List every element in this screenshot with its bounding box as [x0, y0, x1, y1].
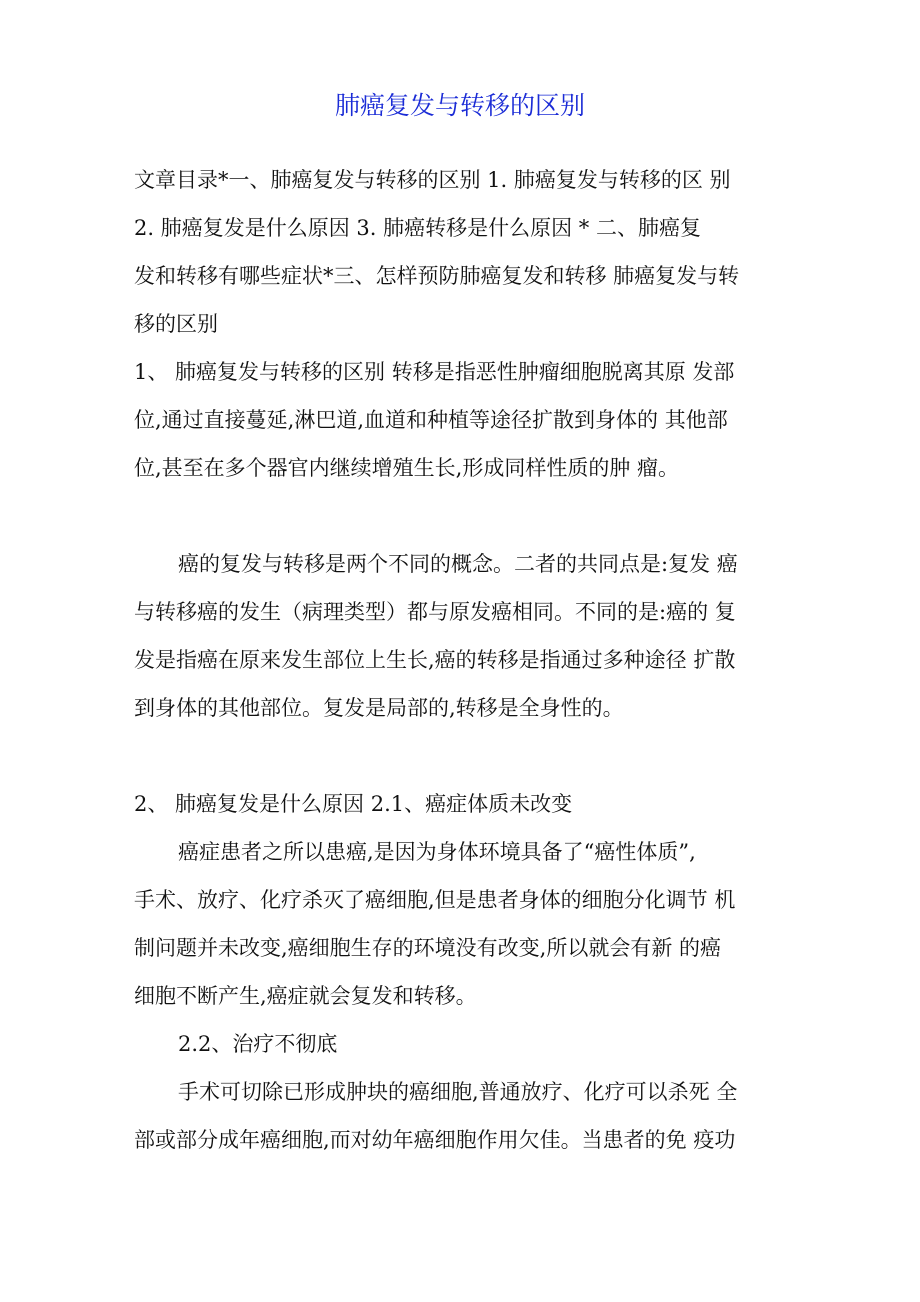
section-2-2-line-2: 部或部分成年癌细胞,而对幼年癌细胞作用欠佳。当患者的免 疫功: [134, 1128, 736, 1152]
paragraph-difference-line-1: 癌的复发与转移是两个不同的概念。二者的共同点是:复发 癌: [178, 552, 738, 576]
section-1-line-1: 1、 肺癌复发与转移的区别 转移是指恶性肿瘤细胞脱离其原 发部: [134, 360, 735, 384]
section-2-1-line-2: 手术、放疗、化疗杀灭了癌细胞,但是患者身体的细胞分化调节 机: [134, 888, 736, 912]
section-2-1-line-3: 制问题并未改变,癌细胞生存的环境没有改变,所以就会有新 的癌: [134, 936, 722, 960]
page-title: 肺癌复发与转移的区别: [334, 91, 585, 120]
section-2-2-line-1: 手术可切除已形成肿块的癌细胞,普通放疗、化疗可以杀死 全: [178, 1080, 738, 1104]
section-2-2-heading: 2.2、治疗不彻底: [178, 1032, 338, 1056]
toc-line-3: 发和转移有哪些症状*三、怎样预防肺癌复发和转移 肺癌复发与转: [134, 264, 740, 288]
toc-line-1: 文章目录*一、肺癌复发与转移的区别 1. 肺癌复发与转移的区 别: [134, 168, 731, 192]
section-1-line-3: 位,甚至在多个器官内继续增殖生长,形成同样性质的肿 瘤。: [134, 456, 680, 480]
section-1-line-2: 位,通过直接蔓延,淋巴道,血道和种植等途径扩散到身体的 其他部: [134, 408, 728, 432]
paragraph-difference-line-4: 到身体的其他部位。复发是局部的,转移是全身性的。: [134, 696, 624, 720]
toc-line-2: 2. 肺癌复发是什么原因 3. 肺癌转移是什么原因 * 二、肺癌复: [134, 216, 701, 240]
section-2-1-line-4: 细胞不断产生,癌症就会复发和转移。: [134, 984, 477, 1008]
section-2-1-line-1: 癌症患者之所以患癌,是因为身体环境具备了“癌性体质”,: [178, 840, 696, 864]
paragraph-difference-line-2: 与转移癌的发生（病理类型）都与原发癌相同。不同的是:癌的 复: [134, 600, 736, 624]
toc-line-4: 移的区别: [134, 312, 218, 336]
section-2-heading: 2、 肺癌复发是什么原因 2.1、癌症体质未改变: [134, 792, 573, 816]
paragraph-difference-line-3: 发是指癌在原来发生部位上生长,癌的转移是指通过多种途径 扩散: [134, 648, 736, 672]
